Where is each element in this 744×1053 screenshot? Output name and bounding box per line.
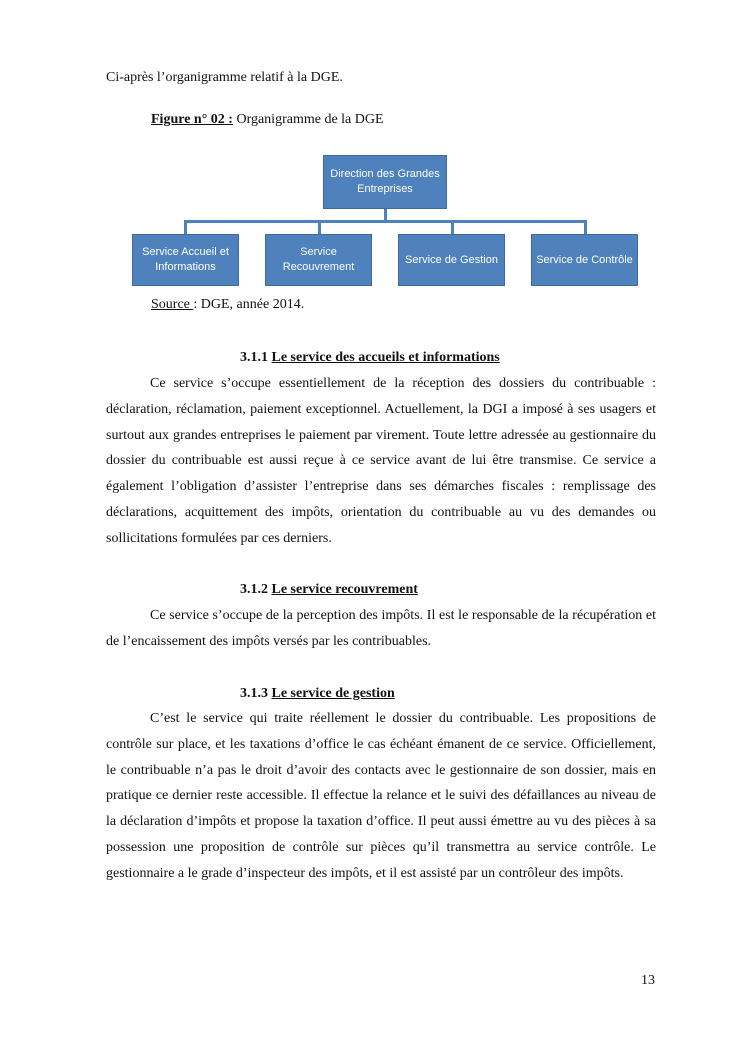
- section-heading: [240, 350, 500, 366]
- org-connector-3: [451, 220, 454, 234]
- org-child-box: Service de Gestion: [398, 234, 505, 286]
- section-heading: [240, 686, 395, 702]
- section-title: Le service recouvrement: [271, 582, 418, 597]
- section-title: Le service des accueils et informations: [271, 350, 500, 365]
- source-label: Source: [151, 297, 194, 312]
- figure-title: Organigramme de la DGE: [232, 112, 384, 127]
- org-root-box: Direction des Grandes Entreprises: [323, 155, 447, 209]
- section-paragraph-text: Ce service s’occupe essentiellement de la réception des dossiers du contribuable : déclaration, réclamation, paiement exceptionnel. Actuellement, la DGI a imposé à ses usagers et surtout aux grandes entreprises le paiement par virement. Toute lettre adressée au gestionnaire du dossier du contribuable est aussi reçue à ce service avant de lui être transmise. Ce service a également l’obligation d’assister l’entreprise dans ses démarches fiscales : remplissage des déclarations, acquittement des impôts, orientation du contribuable au vu des demandes ou sollicitations formulées par ces derniers.: [106, 376, 656, 546]
- figure-label: Figure n° 02 :: [151, 112, 233, 127]
- section-paragraph: [106, 706, 656, 887]
- org-child-box: Service Recouvrement: [265, 234, 372, 286]
- section-heading: [240, 582, 418, 598]
- section-paragraph: [106, 371, 656, 552]
- org-child-box: Service Accueil et Informations: [132, 234, 239, 286]
- org-connector-1: [184, 220, 187, 234]
- org-child-box: Service de Contrôle: [531, 234, 638, 286]
- section-paragraph-text: Ce service s’occupe de la perception des impôts. Il est le responsable de la récupération et de l’encaissement des impôts versés par les contribuables.: [106, 608, 656, 649]
- org-connector-horizontal: [184, 220, 586, 223]
- section-paragraph-text: C’est le service qui traite réellement le dossier du contribuable. Les propositions de contrôle sur place, et les taxations d’office le cas échéant émanent de ce service. Officiellement, le contribuable n’a pas le droit d’avoir des contacts avec le gestionnaire de son dossier, mais en pratique ce dernier reste accessible. Il effectue la relance et le suivi des défaillances au niveau de la déclaration d’impôts et propose la taxation d’office. Il peut aussi émettre au vu des pièces à sa possession une proposition de contrôle sur pièces qu’il transmettra au service contrôle. Le gestionnaire a le grade d’inspecteur des impôts, et il est assisté par un contrôleur des impôts.: [106, 711, 656, 881]
- figure-caption: [151, 112, 384, 128]
- org-connector-4: [584, 220, 587, 234]
- intro-text: Ci-après l’organigramme relatif à la DGE.: [106, 70, 343, 85]
- section-number: 3.1.3: [240, 686, 272, 701]
- source-text: : DGE, année 2014.: [193, 297, 305, 312]
- section-number: 3.1.2: [240, 582, 272, 597]
- source-line: [151, 297, 304, 313]
- section-title: Le service de gestion: [271, 686, 395, 701]
- page-number: 13: [641, 973, 655, 988]
- section-paragraph: [106, 603, 656, 655]
- org-connector-2: [318, 220, 321, 234]
- section-number: 3.1.1: [240, 350, 272, 365]
